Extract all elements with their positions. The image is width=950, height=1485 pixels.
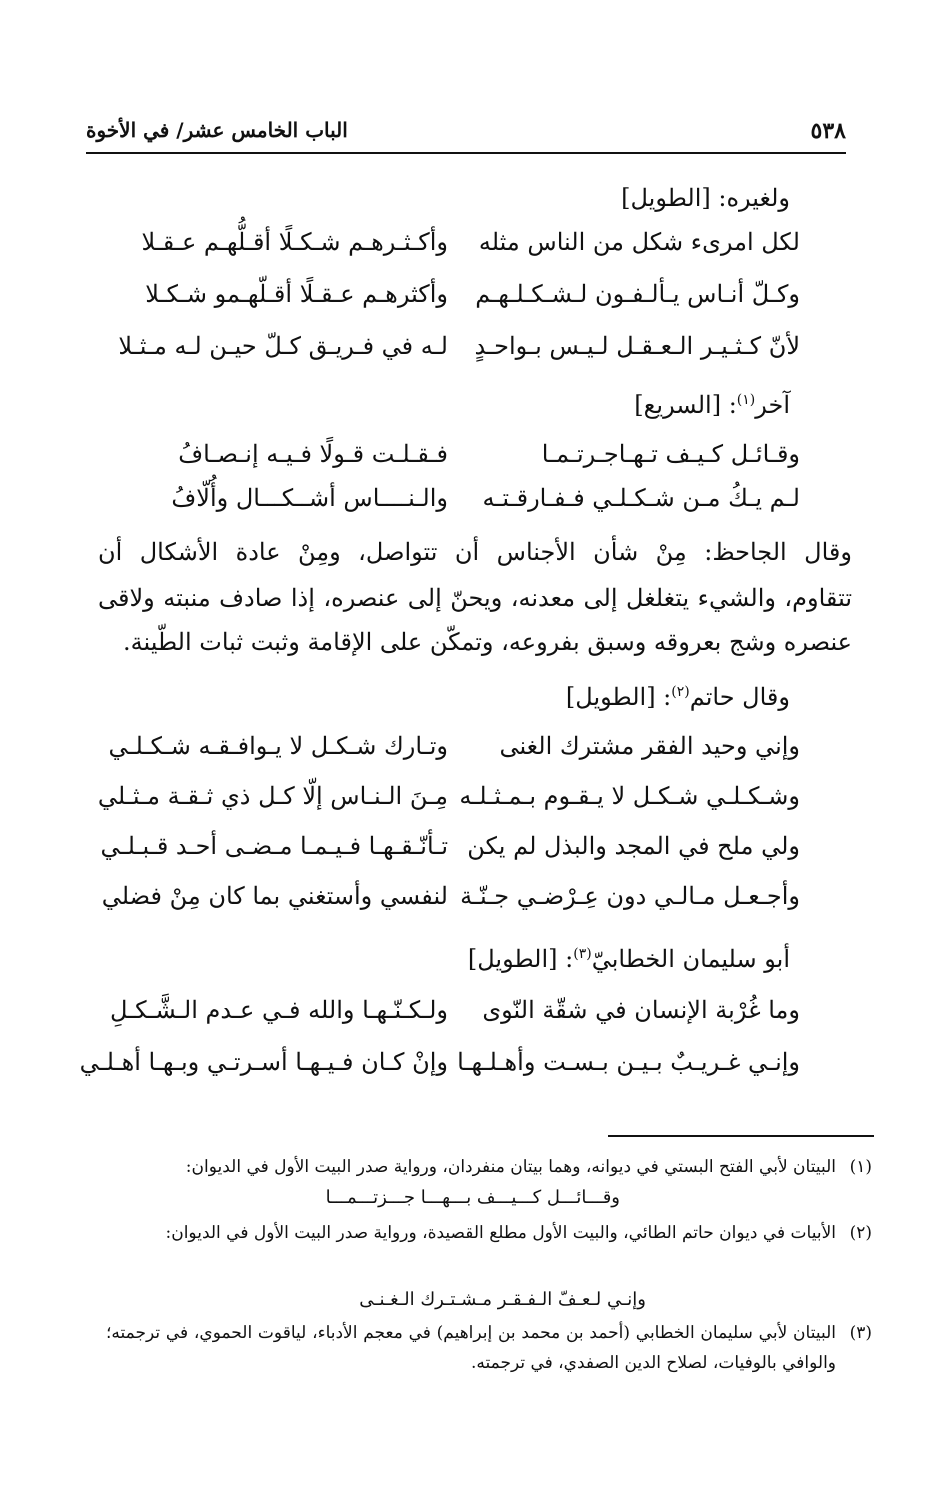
verse-first-hemistich: وكـلّ أنـاس يـألـفـون لـشـكـلـهـم — [475, 280, 800, 308]
verse-first-hemistich: لأنّ كـثـيـر الـعـقـل لـيـس بـواحـدٍ — [474, 332, 800, 360]
running-header — [86, 112, 846, 154]
footnote-separator — [608, 1135, 874, 1137]
verse-first-hemistich: وأجـعـل مـالـي دون عِـرْضـي جـنّـة — [460, 882, 800, 910]
verse-first-hemistich: لـم يـكُ مـن شـكـلـي فـفـارقـتـه — [482, 484, 800, 512]
verse-first-hemistich: وقـائـل كـيـف تـهـاجـرتـمـا — [541, 440, 800, 468]
poem-intro: ولغيره: [الطويل] — [621, 184, 790, 212]
verse-second-hemistich: وتـارك شـكـل لا يـوافـقـه شـكـلـي — [108, 732, 448, 760]
verse-first-hemistich: وما غُرْبة الإنسان في شقّة النّوى — [482, 996, 800, 1024]
meter-name: : [الطويل] — [467, 945, 574, 973]
footnote-ref: (١) — [736, 392, 756, 408]
footnote-number: (٢) — [849, 1223, 872, 1243]
footnote-text: البيتان لأبي سليمان الخطابي (أحمد بن محمد بن إبراهيم) في معجم الأدباء، لياقوت الحموي، في ترجمته؛ والوافي بالوفيات، لصلاح الدين الصفدي، في ترجمته. — [106, 1323, 836, 1373]
verse-line — [140, 224, 800, 264]
verse-first-hemistich: وشـكـلـي شـكـل لا يـقـوم بـمـثـلـه — [459, 782, 800, 810]
verse-second-hemistich: ولـكـنّـهـا والله فـي عـدم الـشَّـكـلِ — [109, 996, 448, 1024]
footnote-text: البيتان لأبي الفتح البستي في ديوانه، وهما بيتان منفردان، ورواية صدر البيت الأول في الديوان: — [185, 1157, 836, 1177]
verse-line — [109, 992, 800, 1032]
footnote-ref: (٢) — [671, 684, 690, 700]
verse-line — [97, 778, 800, 818]
poet-name: آخر — [755, 391, 790, 419]
verse-second-hemistich: والـنــــاس أشــكـــال وأُلّافُ — [171, 484, 448, 512]
chapter-title: الباب الخامس عشر/ في الأخوة — [86, 118, 348, 142]
footnote-quote: وإنـي لـعـفّ الـفـقـر مـشـتـرك الـغـنـى — [359, 1289, 646, 1310]
verse-second-hemistich: وأكثرهـم عـقـلًا أقـلّهـمو شـكـلا — [145, 280, 448, 308]
footnote-ref: (٣) — [573, 946, 592, 962]
verse-first-hemistich: ولي ملح في المجد والبذل لم يكن — [467, 832, 800, 860]
footnote-number: (١) — [849, 1157, 872, 1177]
poem-intro — [566, 676, 790, 713]
verse-first-hemistich: وإنـي غـريـبٌ بـيـن بـسـت وأهـلـهـا — [457, 1048, 800, 1076]
verse-line — [100, 828, 800, 868]
footnote-quote: وقـــائـــل كـــيـــف بـــهـــا جـــزتـــمـــا — [325, 1187, 620, 1208]
verse-line — [108, 728, 800, 768]
verse-second-hemistich: لنفسي وأستغني بما كان مِنْ فضلي — [101, 882, 448, 910]
verse-first-hemistich: لكل امرىء شكل من الناس مثله — [478, 228, 800, 256]
verse-second-hemistich: مِـنَ الـنـاس إلّا كـل ذي ثـقـة مـثـلي — [97, 782, 448, 810]
poet-name: أبو سليمان الخطابيّ — [591, 945, 790, 973]
poem-intro — [468, 938, 790, 975]
page-number: ٥٣٨ — [810, 118, 846, 144]
prose-line: عنصره وشج بعروقه وسبق بفروعه، وتمكّن على الإقامة وثبت ثبات الطّينة. — [123, 628, 852, 656]
footnote-text: الأبيات في ديوان حاتم الطائي، والبيت الأول مطلع القصيدة، ورواية صدر البيت الأول في الديوان: — [165, 1223, 836, 1243]
verse-second-hemistich: وإنْ كـان فـيـهـا أسـرتـي وبـهـا أهـلـي — [79, 1048, 448, 1076]
verse-second-hemistich: فـقـلـت قـولًا فـيـه إنـصـافُ — [178, 440, 448, 468]
meter-name: : [الطويل] — [565, 683, 672, 711]
footnote-3 — [106, 1318, 872, 1380]
verse-line — [140, 480, 800, 520]
verse-first-hemistich: وإني وحيد الفقر مشترك الغنى — [499, 732, 800, 760]
footnote-1 — [132, 1152, 872, 1182]
footnote-2 — [132, 1218, 872, 1280]
verse-second-hemistich: لـه في فـريـق كـلّ حيـن لـه مـثـلا — [118, 332, 448, 360]
footnote-number: (٣) — [849, 1323, 872, 1343]
prose-line: تتقاوم، والشيء يتغلغل إلى معدنه، ويحنّ إلى عنصره، إذا صادف منبته ولاقى — [98, 584, 852, 612]
verse-line — [118, 328, 800, 368]
verse-line — [140, 436, 800, 476]
poem-intro — [634, 384, 790, 421]
meter-name: : [السريع] — [634, 391, 737, 419]
verse-second-hemistich: تـأنّـقـهـا فـيـمـا مـضـى أحـد قـبـلـي — [100, 832, 448, 860]
prose-line: وقال الجاحظ: مِنْ شأن الأجناس أن تتواصل، ومِنْ عادة الأشكال أن — [98, 538, 852, 566]
verse-second-hemistich: وأكـثـرهـم شـكـلًا أقـلُّهـم عـقـلا — [141, 228, 448, 256]
verse-line — [140, 276, 800, 316]
poet-name: وقال حاتم — [689, 683, 790, 711]
verse-line — [101, 878, 800, 918]
verse-line — [79, 1044, 800, 1084]
